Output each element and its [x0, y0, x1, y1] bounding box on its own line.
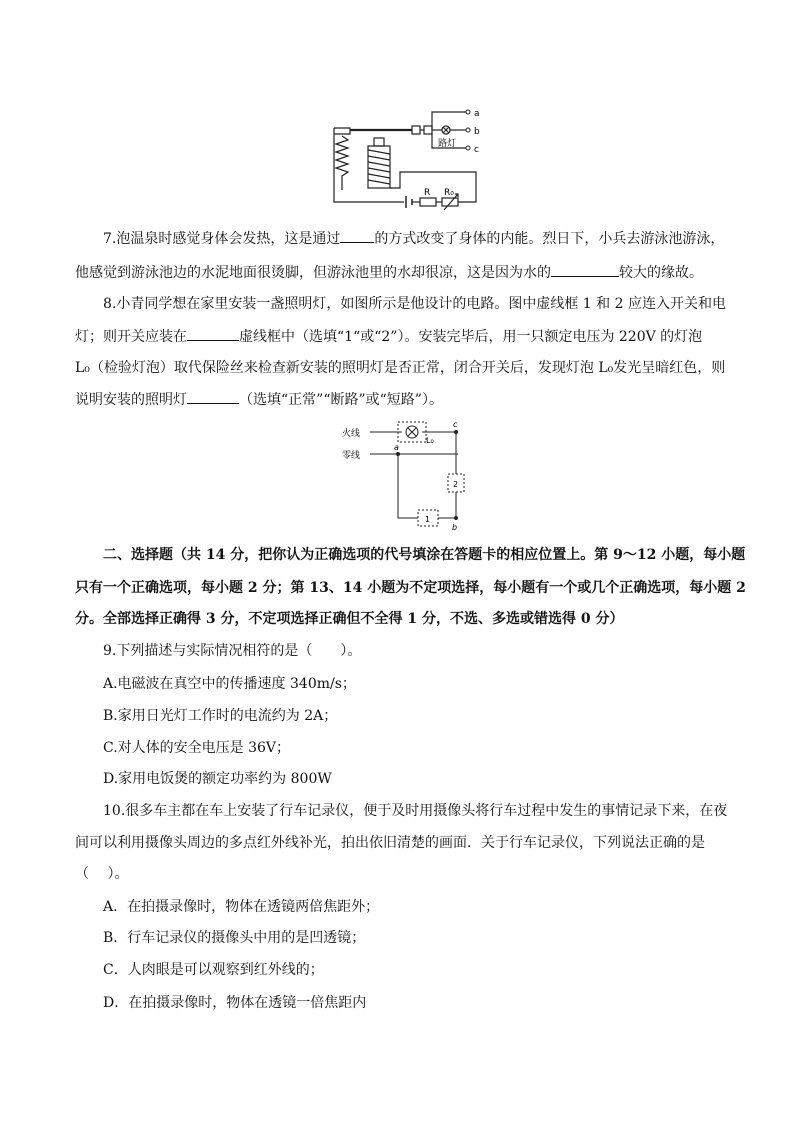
q10-option-b[interactable]: B．行车记录仪的摄像头中用的是凹透镜；: [103, 930, 366, 946]
lighting-circuit-figure: [340, 418, 480, 533]
section-2-line-2: 只有一个正确选项，每小题 2 分；第 13、14 小题为不定项选择，每小题有一个或几个正确选项，每小题 2: [75, 580, 746, 596]
q9-option-c[interactable]: C.对人体的安全电压是 36V；: [103, 740, 291, 756]
node-b-label: b: [452, 523, 458, 532]
node-a-label: a: [394, 443, 399, 452]
q10-option-a[interactable]: A．在拍摄录像时，物体在透镜两倍焦距外；: [103, 899, 380, 915]
q8-line-4: 说明安装的照明灯 （选填“正常”“断路”或“短路”）。: [75, 389, 725, 410]
section-2-line-3: 分。全部选择正确得 3 分，不定项选择正确但不全得 1 分，不选、多选或错选得 0 分）: [75, 611, 624, 627]
lamp-l0-label: L₀: [426, 436, 434, 445]
q8-blank-1[interactable]: [187, 326, 239, 341]
q9-stem: 9.下列描述与实际情况相符的是（ ）。: [103, 643, 362, 659]
node-c-label: c: [453, 420, 458, 429]
neutral-wire-label: 零线: [342, 451, 361, 461]
q9-option-b[interactable]: B.家用日光灯工作时的电流约为 2A；: [103, 708, 338, 724]
live-wire-label: 火线: [342, 429, 361, 439]
q8-line-2: 灯；则开关应装在 虚线框中（选填“1“或“2”）。安装完毕后，用一只额定电压为 220V 的灯泡: [75, 326, 725, 347]
q10-option-d[interactable]: D．在拍摄录像时，物体在透镜一倍焦距内: [103, 995, 367, 1011]
terminal-b-label: b: [474, 127, 480, 137]
q8-blank-2[interactable]: [187, 389, 239, 404]
box-1-label: 1: [425, 515, 431, 524]
resistor-r-label: R: [424, 188, 431, 198]
q10-line-1: 10.很多车主都在车上安装了行车记录仪，便于及时用摄像头将行车过程中发生的事情记录下来，在夜: [103, 803, 728, 819]
relay-circuit-figure: [320, 100, 520, 210]
q8-line-3: L₀（检验灯泡）取代保险丝来检查新安装的照明灯是否正常，闭合开关后，发现灯泡 L₀发光呈暗红色，则: [75, 360, 726, 376]
q9-option-d[interactable]: D.家用电饭煲的额定功率约为 800W: [103, 771, 332, 787]
box-2-label: 2: [453, 480, 459, 489]
q7-blank-1[interactable]: [340, 228, 374, 243]
q8-line-1: 8.小青同学想在家里安装一盏照明灯，如图所示是他设计的电路。图中虚线框 1 和 2 应连入开关和电: [103, 296, 726, 312]
section-2-line-1: 二、选择题（共 14 分，把你认为正确选项的代号填涂在答题卡的相应位置上。第 9～12 小题，每小题: [103, 547, 746, 563]
q10-line-3: （ ）。: [75, 866, 129, 882]
q7-line-2: 他感觉到游泳池边的水泥地面很烫脚，但游泳池里的水却很凉，这是因为水的 较大的缘故。: [75, 262, 725, 283]
q9-option-a[interactable]: A.电磁波在真空中的传播速度 340m/s；: [103, 676, 356, 692]
resistor-r0-label: R₀: [444, 188, 454, 198]
q7-blank-2[interactable]: [551, 262, 619, 277]
q7-line-1: 7.泡温泉时感觉身体会发热，这是通过 的方式改变了身体的内能。烈日下，小兵去游泳池游泳，: [103, 228, 753, 249]
street-lamp-label: 路灯: [438, 139, 457, 149]
q10-line-2: 间可以利用摄像头周边的多点红外线补光，拍出依旧清楚的画面．关于行车记录仪，下列说法正确的是: [75, 835, 705, 851]
terminal-a-label: a: [474, 109, 480, 119]
terminal-c-label: c: [474, 145, 479, 155]
q10-option-c[interactable]: C．人肉眼是可以观察到红外线的；: [103, 962, 324, 978]
